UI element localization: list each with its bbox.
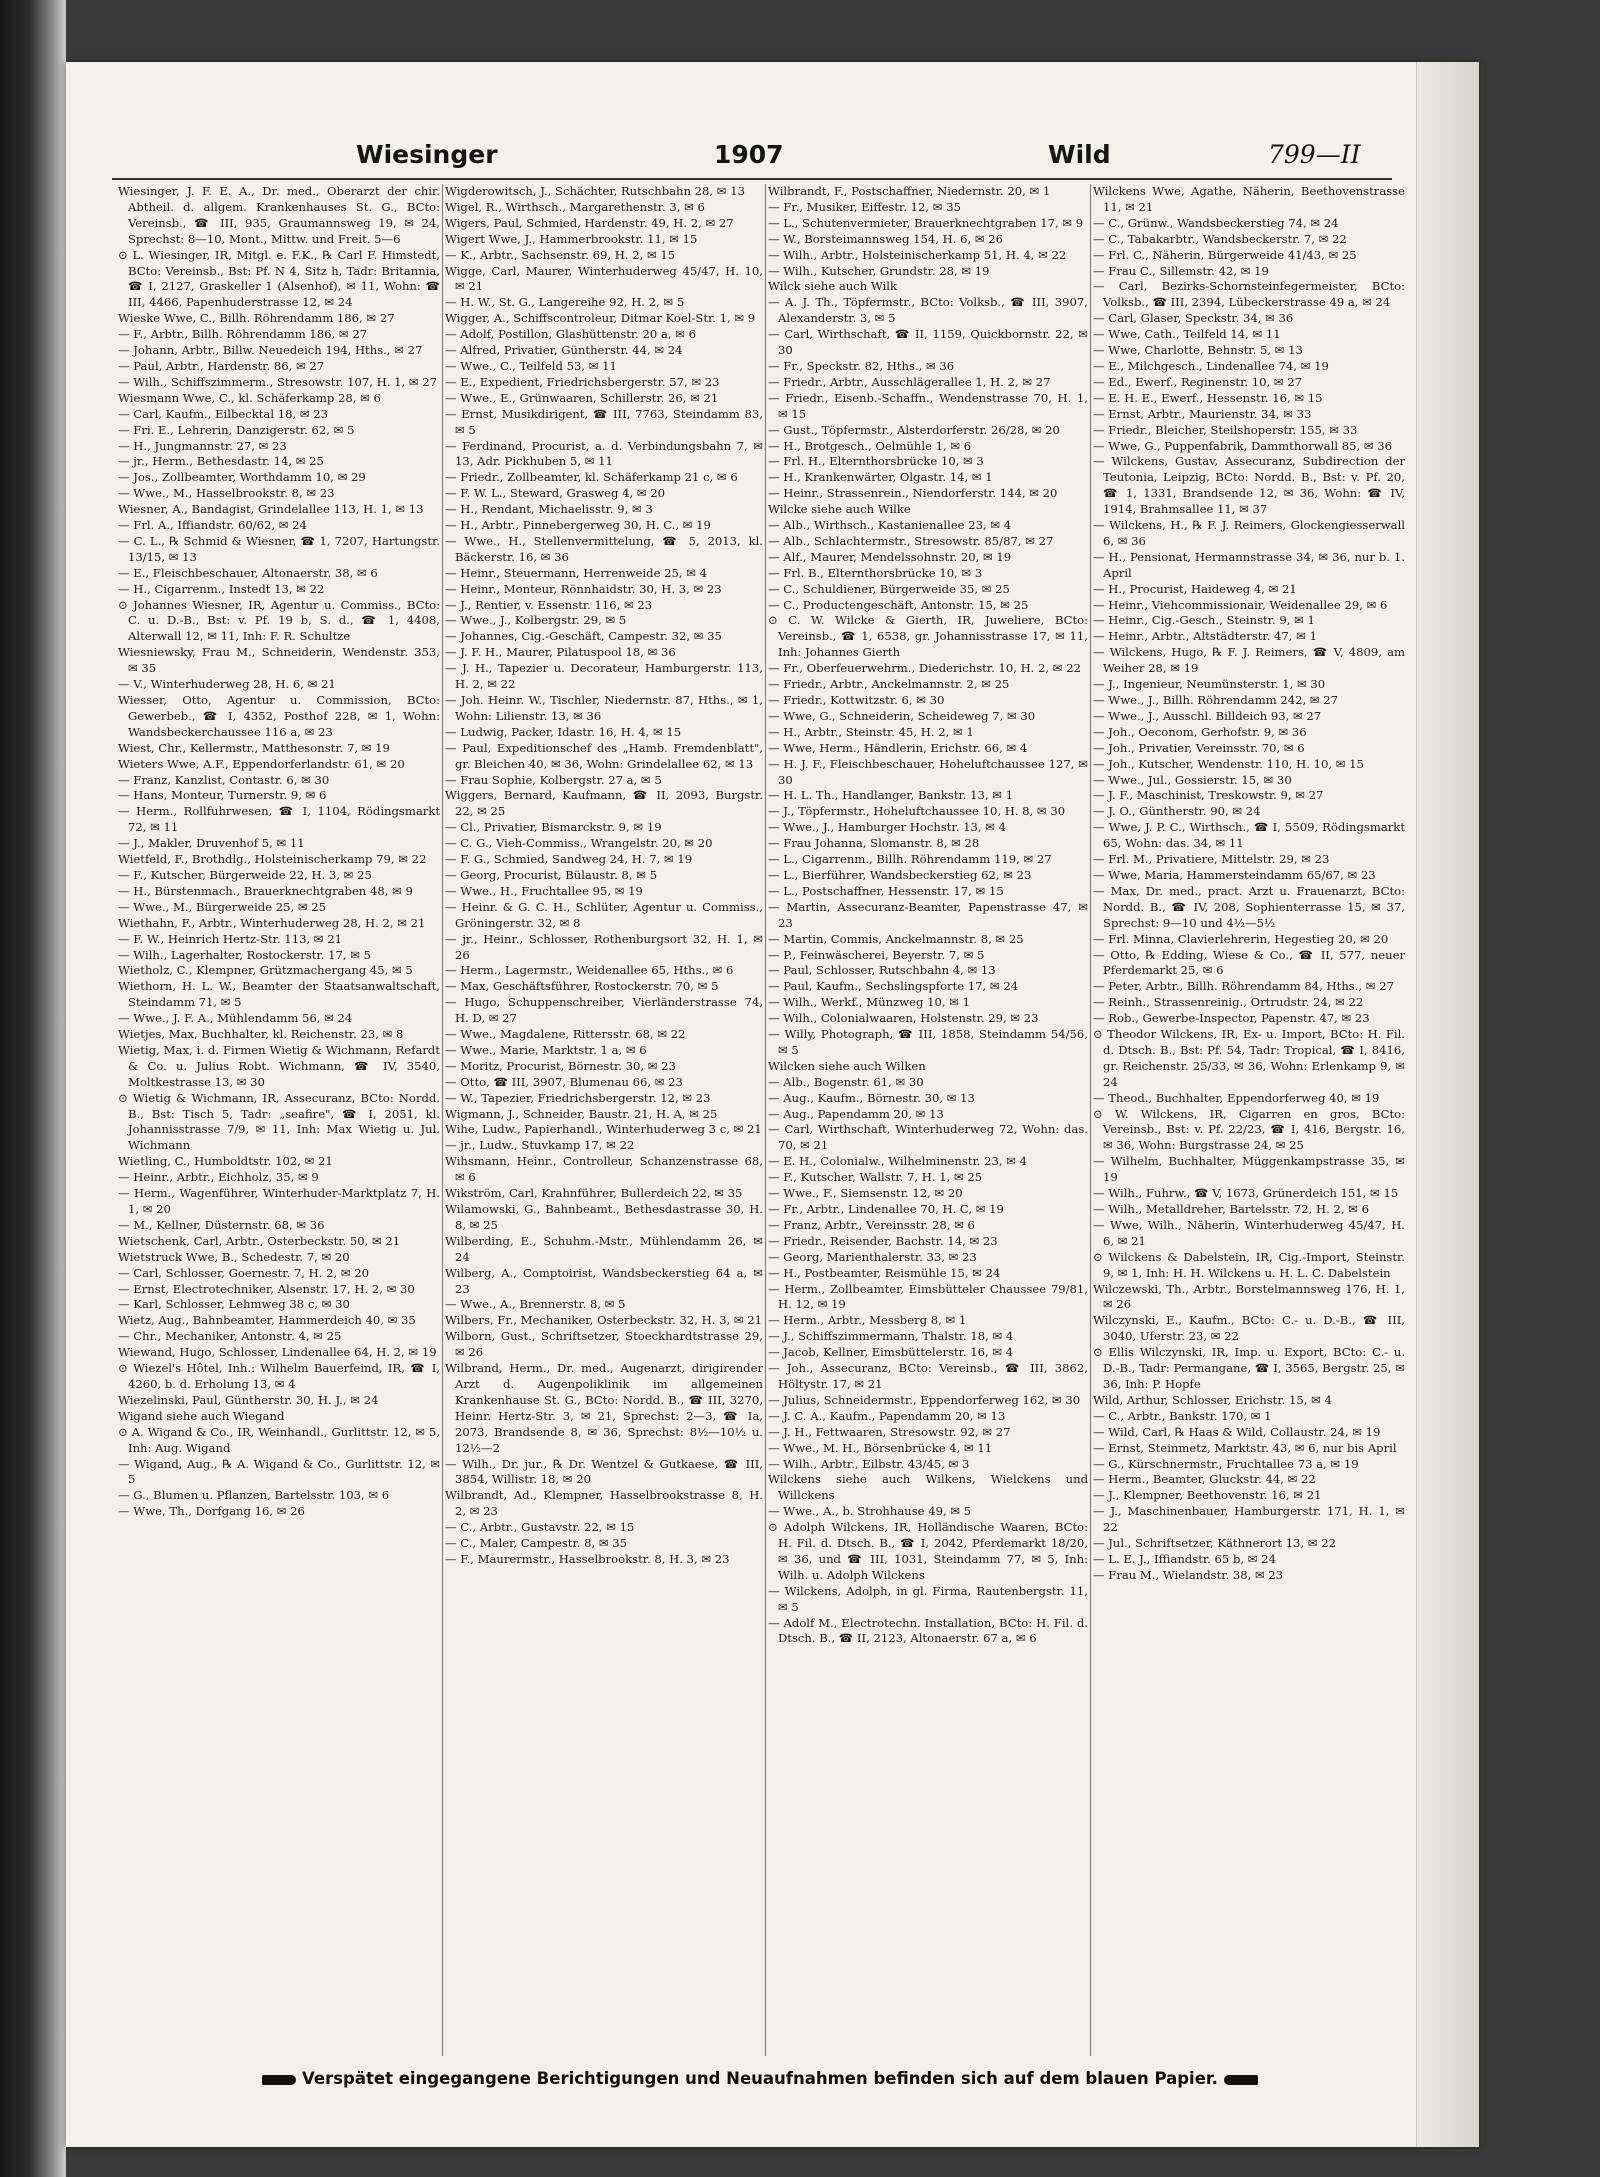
directory-entry: — Wwe., J., Hamburger Hochstr. 13, ✉ 4	[768, 820, 1006, 835]
directory-entry: Wiesmann Wwe, C., kl. Schäferkamp 28, ✉ 6	[118, 390, 381, 405]
directory-entry: — Wwe., H., Fruchtallee 95, ✉ 19	[445, 883, 643, 898]
directory-entry: — Chr., Mechaniker, Antonstr. 4, ✉ 25	[118, 1329, 342, 1344]
directory-entry: — Wwe., J., Ausschl. Billdeich 93, ✉ 27	[1093, 708, 1322, 723]
directory-entry: — H. J. F., Fleischbeschauer, Hoheluftchaussee 127, ✉ 30	[768, 756, 1088, 787]
directory-entry: — Frl. A., Iffiandstr. 60/62, ✉ 24	[118, 518, 307, 533]
directory-entry: — Herm., Arbtr., Messberg 8, ✉ 1	[768, 1313, 967, 1328]
directory-entry: Wietjes, Max, Buchhalter, kl. Reichenstr. 23, ✉ 8	[118, 1027, 404, 1042]
directory-entry: — Wigand, Aug., ℞ A. Wigand & Co., Gurlittstr. 12, ✉ 5	[118, 1456, 440, 1487]
directory-entry: — Wwe., J., Billh. Röhrendamm 242, ✉ 27	[1093, 693, 1339, 707]
directory-entry: — Carl, Wirthschaft, Winterhuderweg 72, Wohn: das. 70, ✉ 21	[768, 1122, 1088, 1153]
directory-column-4	[1093, 184, 1405, 2062]
directory-entry: — Johannes, Cig.-Geschäft, Campestr. 32, ✉ 35	[445, 629, 722, 644]
directory-entry: — L., Schutenvermieter, Brauerknechtgraben 17, ✉ 9	[768, 215, 1084, 230]
directory-entry: — L. E. J., Iffiandstr. 65 b, ✉ 24	[1093, 1551, 1276, 1566]
directory-entry: — Wwe., M. H., Börsenbrücke 4, ✉ 11	[768, 1440, 993, 1455]
directory-entry: — Wwe, J. P. C., Wirthsch., ☎ I, 5509, Rödingsmarkt 65, Wohn: das. 34, ✉ 11	[1093, 820, 1405, 851]
directory-entry: — Max, Geschäftsführer, Rostockerstr. 70, ✉ 5	[445, 979, 719, 994]
directory-entry: — Friedr., Zollbeamter, kl. Schäferkamp 21 c, ✉ 6	[445, 470, 738, 485]
directory-entry: — jr., Herm., Bethesdastr. 14, ✉ 25	[118, 454, 324, 469]
directory-entry: — H., Rendant, Michaelisstr. 9, ✉ 3	[445, 502, 653, 517]
directory-entry: — Hans, Monteur, Turnerstr. 9, ✉ 6	[118, 788, 327, 803]
directory-entry: Wietschenk, Carl, Arbtr., Osterbeckstr. 50, ✉ 21	[118, 1233, 401, 1248]
header-year: 1907	[714, 140, 784, 169]
pointing-hand-icon	[262, 2075, 296, 2085]
directory-entry: — Franz, Kanzlist, Contastr. 6, ✉ 30	[118, 772, 330, 787]
directory-entry: — Wilckens, H., ℞ F. J. Reimers, Glockengiesserwall 6, ✉ 36	[1093, 518, 1405, 548]
directory-entry: — Peter, Arbtr., Billh. Röhrendamm 84, Hths., ✉ 27	[1093, 979, 1394, 994]
directory-entry: — L., Bierführer, Wandsbeckerstieg 62, ✉ 23	[768, 867, 1032, 882]
directory-entry: — Fr., Arbtr., Lindenallee 70, H. C, ✉ 19	[768, 1202, 1004, 1216]
directory-entry: Wilamowski, G., Bahnbeamt., Bethesdastrasse 30, H. 8, ✉ 25	[445, 1202, 763, 1232]
directory-entry: — Jacob, Kellner, Eimsbüttelerstr. 16, ✉ 4	[768, 1345, 1014, 1360]
directory-entry: — Wilckens, Gustav, Assecuranz, Subdirection der Teutonia, Leipzig, BCto: Nordd. B., Bst: v. Pf. 20, ☎ 1, 1331, Brandsende 12, ✉ 36, Wohn: ☎ IV, 1914, Brahmsallee 11, ✉ 37	[1093, 454, 1405, 517]
directory-entry: — Frl. Minna, Clavierlehrerin, Hegestieg 20, ✉ 20	[1093, 931, 1389, 946]
directory-entry: Wietig, Max, i. d. Firmen Wietig & Wichmann, Refardt & Co. u. Julius Robt. Wichmann, ☎ IV, 3540, Moltkestrasse 13, ✉ 30	[118, 1042, 440, 1089]
directory-entry: — Jul., Schriftsetzer, Käthnerort 13, ✉ 22	[1093, 1536, 1337, 1551]
directory-entry: — Martin, Commis, Anckelmannstr. 8, ✉ 25	[768, 931, 1024, 946]
directory-entry: Wiewand, Hugo, Schlosser, Lindenallee 64, H. 2, ✉ 19	[118, 1345, 437, 1360]
directory-entry: Wilczynski, E., Kaufm., BCto: C.- u. D.-B., ☎ III, 3040, Uferstr. 23, ✉ 22	[1093, 1313, 1405, 1344]
directory-entry: — Heinr., Monteur, Rönnhaidstr. 30, H. 3, ✉ 23	[445, 581, 722, 596]
directory-entry: — F., Kutscher, Wallstr. 7, H. 1, ✉ 25	[768, 1170, 983, 1185]
directory-entry: — Wwe, Th., Dorfgang 16, ✉ 26	[118, 1504, 305, 1519]
directory-entry: — Ludwig, Packer, Idastr. 16, H. 4, ✉ 15	[445, 724, 682, 739]
directory-entry: Wilbrandt, F., Postschaffner, Niedernstr. 20, ✉ 1	[768, 184, 1051, 198]
directory-entry: — J. O., Güntherstr. 90, ✉ 24	[1093, 804, 1261, 819]
directory-entry: — Wwe, Wilh., Näherin, Winterhuderweg 45/47, H. 6, ✉ 21	[1093, 1217, 1405, 1248]
directory-entry: Wiesinger, J. F. E. A., Dr. med., Oberarzt der chir. Abtheil. d. allgem. Krankenhauses St. G., BCto: Vereinsb., ☎ III, 935, Graumannsweg 19, ✉ 24, Sprechst: 8—10, Mont., Mittw. und Freit. 5—6	[118, 184, 440, 246]
directory-entry: — Wilh., Dr. jur., ℞ Dr. Wentzel & Gutkaese, ☎ III, 3854, Willistr. 18, ✉ 20	[445, 1456, 763, 1487]
directory-entry: — Wwe., Magdalene, Rittersstr. 68, ✉ 22	[445, 1027, 686, 1042]
directory-entry: — Cl., Privatier, Bismarckstr. 9, ✉ 19	[445, 820, 662, 835]
directory-entry: — Wilh., Schiffszimmerm., Stresowstr. 107, H. 1, ✉ 27	[118, 374, 437, 389]
directory-entry: — Julius, Schneidermstr., Eppendorferweg 162, ✉ 30	[768, 1392, 1081, 1407]
directory-entry: — Wwe, Maria, Hammersteindamm 65/67, ✉ 23	[1093, 867, 1376, 882]
directory-entry: — Martin, Assecuranz-Beamter, Papenstrasse 47, ✉ 23	[768, 899, 1088, 930]
directory-entry: Wild, Arthur, Schlosser, Erichstr. 15, ✉ 4	[1093, 1392, 1332, 1407]
directory-entry: — Frau Sophie, Kolbergstr. 27 a, ✉ 5	[445, 772, 662, 787]
directory-entry: ⊙ Adolph Wilckens, IR, Holländische Waaren, BCto: H. Fil. d. Dtsch. B., ☎ I, 2042, Pferdemarkt 18/20, ✉ 36, und ☎ III, 1031, Steindamm 77, ✉ 5, Inh: Wilh. u. Adolph Wilckens	[768, 1520, 1088, 1582]
directory-entry: — L., Postschaffner, Hessenstr. 17, ✉ 15	[768, 883, 1004, 898]
directory-entry: — C. G., Vieh-Commiss., Wrangelstr. 20, ✉ 20	[445, 836, 713, 851]
directory-entry: — Heinr., Arbtr., Altstädterstr. 47, ✉ 1	[1093, 629, 1317, 644]
directory-column-3	[768, 184, 1088, 2062]
directory-entry: — J., Klempner, Beethovenstr. 16, ✉ 21	[1093, 1488, 1322, 1503]
directory-entry: Wilborn, Gust., Schriftsetzer, Stoeckhardtstrasse 29, ✉ 26	[445, 1329, 763, 1360]
directory-entry: — J., Rentier, v. Essenstr. 116, ✉ 23	[445, 597, 653, 612]
directory-entry: Wigand siehe auch Wiegand	[118, 1408, 285, 1423]
directory-entry: — Heinr., Arbtr., Eichholz, 35, ✉ 9	[118, 1170, 319, 1185]
directory-entry: — Max, Dr. med., pract. Arzt u. Frauenarzt, BCto: Nordd. B., ☎ IV, 208, Sophienterrasse 15, ✉ 37, Sprechst: 9—10 und 4½—5½	[1093, 883, 1405, 930]
directory-entry: — F., Kutscher, Bürgerweide 22, H. 3, ✉ 25	[118, 867, 372, 882]
directory-entry: — Aug., Papendamm 20, ✉ 13	[768, 1106, 944, 1121]
directory-entry: Wietholz, C., Klempner, Grützmachergang 45, ✉ 5	[118, 963, 413, 978]
directory-entry: — Moritz, Procurist, Börnestr. 30, ✉ 23	[445, 1058, 676, 1073]
directory-entry: — Reinh., Strassenreinig., Ortrudstr. 24, ✉ 22	[1093, 995, 1364, 1010]
directory-entry: — Wilh., Arbtr., Holsteinischerkamp 51, H. 4, ✉ 22	[768, 247, 1067, 262]
directory-column-2	[445, 184, 763, 2062]
directory-entry: — Fr., Speckstr. 82, Hths., ✉ 36	[768, 358, 955, 373]
directory-entry: — J. F., Maschinist, Treskowstr. 9, ✉ 27	[1093, 788, 1324, 803]
directory-entry: Wiethorn, H. L. W., Beamter der Staatsanwaltschaft, Steindamm 71, ✉ 5	[118, 979, 440, 1010]
directory-entry: — J., Schiffszimmermann, Thalstr. 18, ✉ 4	[768, 1329, 1014, 1344]
directory-entry: — Wilh., Colonialwaaren, Holstenstr. 29, ✉ 23	[768, 1011, 1039, 1026]
directory-entry: — Wwe., H., Stellenvermittelung, ☎ 5, 2013, kl. Bäckerstr. 16, ✉ 36	[445, 533, 763, 564]
directory-entry: Wiggers, Bernard, Kaufmann, ☎ II, 2093, Burgstr. 22, ✉ 25	[445, 788, 763, 819]
directory-entry: — Otto, ℞ Edding, Wiese & Co., ☎ II, 577, neuer Pferdemarkt 25, ✉ 6	[1093, 947, 1405, 978]
directory-entry: — C. L., ℞ Schmid & Wiesner, ☎ 1, 7207, Hartungstr. 13/15, ✉ 13	[118, 533, 440, 564]
directory-entry: — Herm., Rollfuhrwesen, ☎ I, 1104, Rödingsmarkt 72, ✉ 11	[118, 804, 440, 835]
directory-entry: — H., Cigarrenm., Instedt 13, ✉ 22	[118, 581, 325, 596]
directory-entry: Wilberding, E., Schuhm.-Mstr., Mühlendamm 26, ✉ 24	[445, 1233, 763, 1264]
directory-entry: — H., Postbeamter, Reismühle 15, ✉ 24	[768, 1265, 1001, 1280]
directory-entry: ⊙ Theodor Wilckens, IR, Ex- u. Import, BCto: H. Fil. d. Dtsch. B., Bst: Pf. 54, Tadr: Tropical, ☎ I, 8416, gr. Reichenstr. 25/33, ✉ 36, Wohn: Erlenkamp 9, ✉ 24	[1093, 1027, 1405, 1089]
directory-entry: Wilck siehe auch Wilk	[768, 279, 898, 294]
directory-entry: — Ernst, Steinmetz, Marktstr. 43, ✉ 6, nur bis April	[1093, 1440, 1397, 1455]
directory-entry: — Carl, Schlosser, Goernestr. 7, H. 2, ✉ 20	[118, 1265, 370, 1280]
directory-entry: — Wilh., Kutscher, Grundstr. 28, ✉ 19	[768, 263, 990, 278]
directory-entry: — C., Productengeschäft, Antonstr. 15, ✉ 25	[768, 597, 1029, 612]
directory-entry: Wigers, Paul, Schmied, Hardenstr. 49, H. 2, ✉ 27	[445, 215, 734, 230]
directory-entry: — H., Bürstenmach., Brauerknechtgraben 48, ✉ 9	[118, 883, 413, 898]
directory-entry: — F., Arbtr., Billh. Röhrendamm 186, ✉ 27	[118, 327, 368, 342]
directory-entry: — Wilh., Arbtr., Eilbstr. 43/45, ✉ 3	[768, 1456, 970, 1471]
directory-entry: — Friedr., Arbtr., Ausschlägerallee 1, H. 2, ✉ 27	[768, 374, 1051, 389]
directory-entry: — Wwe, Charlotte, Behnstr. 5, ✉ 13	[1093, 343, 1303, 358]
directory-entry: — Otto, ☎ III, 3907, Blumenau 66, ✉ 23	[445, 1074, 683, 1089]
directory-entry: — C., Arbtr., Bankstr. 170, ✉ 1	[1093, 1408, 1272, 1423]
directory-entry: — Wwe., C., Teilfeld 53, ✉ 11	[445, 358, 617, 373]
footer-notice	[160, 2069, 1360, 2095]
directory-entry: Wietling, C., Humboldtstr. 102, ✉ 21	[118, 1154, 333, 1169]
directory-entry: — L., Cigarrenm., Billh. Röhrendamm 119, ✉ 27	[768, 852, 1052, 867]
pointing-hand-icon	[1224, 2075, 1258, 2085]
directory-entry: Wigel, R., Wirthsch., Margarethenstr. 3, ✉ 6	[445, 199, 705, 214]
directory-entry: ⊙ Ellis Wilczynski, IR, Imp. u. Export, BCto: C.- u. D.-B., Tadr: Permangane, ☎ I, 3565, Bergstr. 25, ✉ 36, Inh: P. Hopfe	[1093, 1345, 1405, 1391]
directory-entry: — C., Schuldiener, Bürgerweide 35, ✉ 25	[768, 581, 1010, 596]
directory-entry: Wiesner, A., Bandagist, Grindelallee 113, H. 1, ✉ 13	[118, 502, 424, 517]
column-rule	[1090, 184, 1091, 2056]
directory-entry: — J., Töpfermstr., Hoheluftchaussee 10, H. 8, ✉ 30	[768, 804, 1066, 819]
directory-entry: Wilbers, Fr., Mechaniker, Osterbeckstr. 32, H. 3, ✉ 21	[445, 1313, 763, 1328]
directory-entry: — Wilckens, Adolph, in gl. Firma, Rautenbergstr. 11, ✉ 5	[768, 1583, 1088, 1614]
directory-entry: — Wwe., M., Hasselbrookstr. 8, ✉ 23	[118, 486, 335, 501]
directory-entry: — H., Krankenwärter, Olgastr. 14, ✉ 1	[768, 470, 993, 485]
directory-entry: — Frau C., Sillemstr. 42, ✉ 19	[1093, 263, 1269, 278]
directory-entry: ⊙ Wilckens & Dabelstein, IR, Cig.-Import, Steinstr. 9, ✉ 1, Inh: H. H. Wilckens u. H. L. C. Dabelstein	[1093, 1249, 1405, 1280]
directory-entry: — Adolf M., Electrotechn. Installation, BCto: H. Fil. d. Dtsch. B., ☎ II, 2123, Altonaerstr. 67 a, ✉ 6	[768, 1615, 1088, 1646]
directory-entry: — Alb., Wirthsch., Kastanienallee 23, ✉ 4	[768, 518, 1012, 533]
directory-entry: — Carl, Bezirks-Schornsteinfegermeister, BCto: Volksb., ☎ III, 2394, Lübeckerstrasse 49 a, ✉ 24	[1093, 279, 1405, 310]
directory-entry: — C., Grünw., Wandsbeckerstieg 74, ✉ 24	[1093, 215, 1339, 230]
directory-entry: — Wwe, G., Schneiderin, Scheideweg 7, ✉ 30	[768, 708, 1036, 723]
directory-entry: — J. H., Fettwaaren, Stresowstr. 92, ✉ 27	[768, 1424, 1011, 1439]
directory-entry: — Heinr., Steuermann, Herrenweide 25, ✉ 4	[445, 565, 708, 580]
directory-entry: — Wilh., Werkf., Münzweg 10, ✉ 1	[768, 995, 970, 1010]
directory-entry: — Ernst, Musikdirigent, ☎ III, 7763, Steindamm 83, ✉ 5	[445, 406, 763, 437]
directory-entry: — C., Arbtr., Gustavstr. 22, ✉ 15	[445, 1520, 635, 1535]
directory-entry: — Wwe., F., Siemsenstr. 12, ✉ 20	[768, 1186, 963, 1201]
directory-entry: — Wwe., A., b. Strohhause 49, ✉ 5	[768, 1504, 972, 1519]
directory-entry: Wilckens siehe auch Wilkens, Wielckens und Willckens	[768, 1472, 1088, 1503]
directory-entry: — H., Jungmannstr. 27, ✉ 23	[118, 438, 287, 453]
directory-entry: Wigderowitsch, J., Schächter, Rutschbahn 28, ✉ 13	[445, 184, 745, 198]
scan-left-edge	[0, 0, 66, 2177]
directory-entry: — Herm., Zollbeamter, Eimsbütteler Chaussee 79/81, H. 12, ✉ 19	[768, 1281, 1088, 1312]
directory-entry: Wieske Wwe, C., Billh. Röhrendamm 186, ✉ 27	[118, 311, 395, 326]
directory-entry: — Aug., Kaufm., Börnestr. 30, ✉ 13	[768, 1090, 975, 1105]
directory-entry: — Frl. M., Privatiere, Mittelstr. 29, ✉ 23	[1093, 852, 1330, 867]
directory-entry: — Wilhelm, Buchhalter, Müggenkampstrasse 35, ✉ 19	[1093, 1154, 1405, 1185]
directory-entry: — G., Blumen u. Pflanzen, Bartelsstr. 103, ✉ 6	[118, 1488, 390, 1503]
directory-entry: — H., Pensionat, Hermannstrasse 34, ✉ 36, nur b. 1. April	[1093, 549, 1405, 580]
directory-entry: — F. W., Heinrich Hertz-Str. 113, ✉ 21	[118, 931, 342, 946]
directory-entry: Wiethahn, F., Arbtr., Winterhuderweg 28, H. 2, ✉ 21	[118, 915, 426, 930]
directory-entry: — Willy, Photograph, ☎ III, 1858, Steindamm 54/56, ✉ 5	[768, 1027, 1088, 1057]
directory-entry: — Wwe., E., Grünwaaren, Schillerstr. 26, ✉ 21	[445, 390, 719, 405]
directory-entry: — Carl, Glaser, Speckstr. 34, ✉ 36	[1093, 311, 1294, 326]
directory-entry: — Fr., Musiker, Eiffestr. 12, ✉ 35	[768, 199, 961, 214]
directory-entry: — Paul, Kaufm., Sechslingspforte 17, ✉ 24	[768, 979, 1019, 994]
directory-entry: — Herm., Wagenführer, Winterhuder-Marktplatz 7, H. 1, ✉ 20	[118, 1186, 440, 1216]
directory-entry: — Friedr., Kottwitzstr. 6, ✉ 30	[768, 693, 945, 707]
directory-entry: — Frl. B., Elternthorsbrücke 10, ✉ 3	[768, 565, 983, 580]
directory-entry: — Ed., Ewerf., Reginenstr. 10, ✉ 27	[1093, 374, 1302, 389]
directory-entry: — C., Tabakarbtr., Wandsbeckerstr. 7, ✉ 22	[1093, 231, 1347, 246]
directory-entry: — J. H., Tapezier u. Decorateur, Hamburgerstr. 113, H. 2, ✉ 22	[445, 661, 763, 692]
directory-entry: — Paul, Schlosser, Rutschbahn 4, ✉ 13	[768, 963, 996, 978]
directory-entry: — Fr., Oberfeuerwehrm., Diederichstr. 10, H. 2, ✉ 22	[768, 661, 1081, 676]
directory-entry: — Wwe., J. F. A., Mühlendamm 56, ✉ 24	[118, 1011, 353, 1026]
directory-entry: — Friedr., Arbtr., Anckelmannstr. 2, ✉ 25	[768, 677, 1010, 692]
directory-entry: Wihe, Ludw., Papierhandl., Winterhuderweg 3 c, ✉ 21	[445, 1122, 762, 1137]
directory-entry: — Gust., Töpfermstr., Alsterdorferstr. 26/28, ✉ 20	[768, 422, 1060, 437]
directory-entry: — Wwe, Cath., Teilfeld 14, ✉ 11	[1093, 327, 1281, 342]
directory-entry: — Carl, Wirthschaft, ☎ II, 1159, Quickbornstr. 22, ✉ 30	[768, 327, 1088, 358]
directory-entry: — Alf., Maurer, Mendelssohnstr. 20, ✉ 19	[768, 549, 1012, 564]
directory-entry: Wigert Wwe, J., Hammerbrookstr. 11, ✉ 15	[445, 231, 698, 246]
directory-entry: — Ernst, Arbtr., Maurienstr. 34, ✉ 33	[1093, 406, 1312, 421]
directory-entry: — Ferdinand, Procurist, a. d. Verbindungsbahn 7, ✉ 13, Adr. Pickhuben 5, ✉ 11	[445, 438, 763, 469]
directory-entry: — Frl. C., Näherin, Bürgerweide 41/43, ✉ 25	[1093, 247, 1357, 262]
directory-entry: — J., Ingenieur, Neumünsterstr. 1, ✉ 30	[1093, 677, 1326, 692]
directory-entry: — H., Brotgesch., Oelmühle 1, ✉ 6	[768, 438, 972, 453]
directory-entry: Wilcke siehe auch Wilke	[768, 502, 911, 517]
directory-entry: — F. W. L., Steward, Grasweg 4, ✉ 20	[445, 486, 665, 501]
directory-entry: — Frl. H., Elternthorsbrücke 10, ✉ 3	[768, 454, 984, 469]
directory-entry: ⊙ Wiezel's Hôtel, Inh.: Wilhelm Bauerfeind, IR, ☎ I, 4260, b. d. Erholung 13, ✉ 4	[118, 1361, 440, 1391]
header-page-number: 799—II	[1268, 140, 1361, 169]
header-first-name: Wiesinger	[356, 140, 498, 169]
directory-entry: Wieters Wwe, A.F., Eppendorferlandstr. 61, ✉ 20	[118, 756, 405, 771]
directory-entry: — Friedr., Bleicher, Steilshoperstr. 155, ✉ 33	[1093, 422, 1358, 437]
directory-entry: Wilczewski, Th., Arbtr., Borstelmannsweg 176, H. 1, ✉ 26	[1093, 1281, 1405, 1312]
directory-entry: — H. W., St. G., Langereihe 92, H. 2, ✉ 5	[445, 295, 685, 310]
directory-entry: — E. H., Colonialw., Wilhelminenstr. 23, ✉ 4	[768, 1154, 1028, 1169]
directory-entry: — Wwe, G., Puppenfabrik, Dammthorwall 85, ✉ 36	[1093, 438, 1393, 453]
directory-entry: ⊙ Johannes Wiesner, IR, Agentur u. Commiss., BCto: C. u. D.-B., Bst: v. Pf. 19 b, S. d., ☎ 1, 4408, Alterwall 12, ✉ 11, Inh: F. R. Schultze	[118, 597, 440, 644]
directory-entry: — Heinr. & G. C. H., Schlüter, Agentur u. Commiss., Gröningerstr. 32, ✉ 8	[445, 899, 763, 930]
directory-entry: — Alfred, Privatier, Güntherstr. 44, ✉ 24	[445, 343, 683, 358]
directory-entry: — jr., Heinr., Schlosser, Rothenburgsort 32, H. 1, ✉ 26	[445, 931, 763, 962]
directory-entry: Wigger, A., Schiffscontroleur, Ditmar Koel-Str. 1, ✉ 9	[445, 311, 756, 326]
directory-entry: — M., Kellner, Düsternstr. 68, ✉ 36	[118, 1217, 325, 1232]
directory-entry: ⊙ Wietig & Wichmann, IR, Assecuranz, BCto: Nordd. B., Bst: Tisch 5, Tadr: „seafire", ☎ I, 2051, kl. Johannisstrasse 7/9, ✉ 11, Inh: Max Wietig u. Jul. Wichmann	[118, 1090, 440, 1153]
directory-entry: — W., Tapezier, Friedrichsbergerstr. 12, ✉ 23	[445, 1090, 711, 1105]
directory-entry: — Carl, Kaufm., Eilbecktal 18, ✉ 23	[118, 406, 328, 421]
directory-entry: — J. C. A., Kaufm., Papendamm 20, ✉ 13	[768, 1408, 1006, 1423]
directory-entry: — Hugo, Schuppenschreiber, Vierländerstrasse 74, H. D, ✉ 27	[445, 995, 763, 1026]
directory-entry: — Johann, Arbtr., Billw. Neuedeich 194, Hths., ✉ 27	[118, 343, 423, 358]
directory-entry: — J. F. H., Maurer, Pilatuspool 18, ✉ 36	[445, 645, 676, 660]
directory-entry: ⊙ W. Wilckens, IR, Cigarren en gros, BCto: Vereinsb., Bst: v. Pf. 22/23, ☎ I, 416, Bergstr. 16, ✉ 36, Wohn: Burgstrasse 24, ✉ 25	[1093, 1106, 1405, 1153]
footer-notice-text: Verspätet eingegangene Berichtigungen und Neuaufnahmen befinden sich auf dem blauen Papier.	[302, 2069, 1218, 2088]
directory-entry: Wiest, Chr., Kellermstr., Matthesonstr. 7, ✉ 19	[118, 740, 390, 755]
directory-entry: — Frau M., Wielandstr. 38, ✉ 23	[1093, 1567, 1284, 1582]
directory-entry: Wilbrandt, Ad., Klempner, Hasselbrookstrasse 8, H. 2, ✉ 23	[445, 1488, 763, 1519]
directory-entry: — K., Arbtr., Sachsenstr. 69, H. 2, ✉ 15	[445, 247, 676, 262]
directory-entry: — H., Arbtr., Steinstr. 45, H. 2, ✉ 1	[768, 724, 974, 739]
directory-entry: — Joh. Heinr. W., Tischler, Niedernstr. 87, Hths., ✉ 1, Wohn: Lilienstr. 13, ✉ 36	[445, 693, 763, 723]
directory-entry: Wiesniewsky, Frau M., Schneiderin, Wendenstr. 353, ✉ 35	[118, 645, 440, 676]
directory-entry: — Adolf, Postillon, Glashüttenstr. 20 a, ✉ 6	[445, 327, 697, 342]
directory-entry: — Friedr., Reisender, Bachstr. 14, ✉ 23	[768, 1233, 998, 1248]
directory-entry: — P., Feinwäscherei, Beyerstr. 7, ✉ 5	[768, 947, 985, 962]
directory-entry: Wihsmann, Heinr., Controlleur, Schanzenstrasse 68, ✉ 6	[445, 1154, 763, 1185]
directory-entry: Wietfeld, F., Brothdlg., Holsteinischerkamp 79, ✉ 22	[118, 852, 427, 867]
directory-entry: — H. L. Th., Handlanger, Bankstr. 13, ✉ 1	[768, 788, 1014, 803]
directory-entry: — W., Borsteimannsweg 154, H. 6, ✉ 26	[768, 231, 1004, 246]
directory-entry: — Wwe., A., Brennerstr. 8, ✉ 5	[445, 1297, 626, 1312]
directory-entry: — A. J. Th., Töpfermstr., BCto: Volksb., ☎ III, 3907, Alexanderstr. 3, ✉ 5	[768, 295, 1088, 326]
directory-entry: — J., Makler, Druvenhof 5, ✉ 11	[118, 836, 305, 851]
directory-entry: — Paul, Arbtr., Hardenstr. 86, ✉ 27	[118, 358, 325, 373]
directory-entry: Wigge, Carl, Maurer, Winterhuderweg 45/47, H. 10, ✉ 21	[445, 263, 763, 294]
directory-entry: ⊙ A. Wigand & Co., IR, Weinhandl., Gurlittstr. 12, ✉ 5, Inh: Aug. Wigand	[118, 1424, 440, 1455]
header-last-name: Wild	[1048, 140, 1111, 169]
directory-entry: — E., Milchgesch., Lindenallee 74, ✉ 19	[1093, 358, 1329, 373]
directory-entry: — E., Fleischbeschauer, Altonaerstr. 38, ✉ 6	[118, 565, 378, 580]
directory-entry: — E. H. E., Ewerf., Hessenstr. 16, ✉ 15	[1093, 390, 1323, 405]
running-header	[100, 140, 1400, 176]
directory-entry: Wilcken siehe auch Wilken	[768, 1058, 926, 1073]
directory-entry: — Wwe, Herm., Händlerin, Erichstr. 66, ✉ 4	[768, 740, 1028, 755]
directory-entry: ⊙ C. W. Wilcke & Gierth, IR, Juweliere, BCto: Vereinsb., ☎ 1, 6538, gr. Johannisstrasse 17, ✉ 11, Inh: Johannes Gierth	[768, 613, 1088, 660]
directory-entry: — V., Winterhuderweg 28, H. 6, ✉ 21	[118, 677, 336, 692]
directory-entry: Wiezelinski, Paul, Güntherstr. 30, H. J., ✉ 24	[118, 1392, 379, 1407]
directory-entry: Wietstruck Wwe, B., Schedestr. 7, ✉ 20	[118, 1249, 350, 1264]
directory-entry: — Joh., Assecuranz, BCto: Vereinsb., ☎ III, 3862, Höltystr. 17, ✉ 21	[768, 1361, 1088, 1391]
directory-entry: — Alb., Bogenstr. 61, ✉ 30	[768, 1074, 924, 1089]
directory-column-1	[118, 184, 440, 2062]
column-rule	[765, 184, 766, 2056]
directory-entry: — Theod., Buchhalter, Eppendorferweg 40, ✉ 19	[1093, 1090, 1380, 1105]
directory-entry: Wiesser, Otto, Agentur u. Commission, BCto: Gewerbeb., ☎ I, 4352, Posthof 228, ✉ 1, Wohn: Wandsbeckerchaussee 116 a, ✉ 23	[118, 693, 440, 739]
directory-entry: Wietz, Aug., Bahnbeamter, Hammerdeich 40, ✉ 35	[118, 1313, 416, 1328]
directory-entry: — Franz, Arbtr., Vereinsstr. 28, ✉ 6	[768, 1217, 975, 1232]
directory-entry: Wikström, Carl, Krahnführer, Bullerdeich 22, ✉ 35	[445, 1186, 743, 1201]
directory-entry: — F. G., Schmied, Sandweg 24, H. 7, ✉ 19	[445, 852, 693, 867]
directory-entry: — G., Kürschnermstr., Fruchtallee 73 a, ✉ 19	[1093, 1456, 1359, 1471]
directory-entry: — Alb., Schlachtermstr., Stresowstr. 85/87, ✉ 27	[768, 533, 1054, 548]
directory-entry: — Wilh., Metalldreher, Bartelsstr. 72, H. 2, ✉ 6	[1093, 1202, 1369, 1216]
directory-entry: — J., Maschinenbauer, Hamburgerstr. 171, H. 1, ✉ 22	[1093, 1504, 1405, 1535]
directory-entry: — Wwe., Jul., Gossierstr. 15, ✉ 30	[1093, 772, 1292, 787]
column-rule	[442, 184, 443, 2056]
directory-entry: — Heinr., Strassenrein., Niendorferstr. 144, ✉ 20	[768, 486, 1058, 501]
directory-entry: — Frau Johanna, Slomanstr. 8, ✉ 28	[768, 836, 980, 851]
directory-entry: — Wild, Carl, ℞ Haas & Wild, Collaustr. 24, ✉ 19	[1093, 1424, 1381, 1439]
page-right-fold	[1416, 62, 1479, 2147]
directory-entry: — Heinr., Viehcommissionair, Weidenallee 29, ✉ 6	[1093, 597, 1388, 612]
directory-entry: — H., Arbtr., Pinnebergerweg 30, H. C., ✉ 19	[445, 518, 711, 533]
directory-entry: — Herm., Lagermstr., Weidenallee 65, Hths., ✉ 6	[445, 963, 734, 978]
directory-entry: — Fri. E., Lehrerin, Danzigerstr. 62, ✉ 5	[118, 422, 355, 437]
directory-entry: — H., Procurist, Haideweg 4, ✉ 21	[1093, 581, 1297, 596]
directory-entry: — Paul, Expeditionschef des „Hamb. Fremdenblatt", gr. Bleichen 40, ✉ 36, Wohn: Grindelallee 62, ✉ 13	[445, 740, 763, 771]
directory-entry: — Karl, Schlosser, Lehmweg 38 c, ✉ 30	[118, 1297, 350, 1312]
directory-entry: — Wilckens, Hugo, ℞ F. J. Reimers, ☎ V, 4809, am Weiher 28, ✉ 19	[1093, 645, 1405, 676]
directory-entry: — Ernst, Electrotechniker, Alsenstr. 17, H. 2, ✉ 30	[118, 1281, 415, 1296]
directory-entry: — jr., Ludw., Stuvkamp 17, ✉ 22	[445, 1138, 635, 1153]
directory-entry: — F., Maurermstr., Hasselbrookstr. 8, H. 3, ✉ 23	[445, 1551, 730, 1566]
directory-entry: Wigmann, J., Schneider, Baustr. 21, H. A, ✉ 25	[445, 1106, 718, 1121]
directory-entry: — Wilh., Fuhrw., ☎ V, 1673, Grünerdeich 151, ✉ 15	[1093, 1186, 1399, 1201]
directory-entry: — Wwe., J., Kolbergstr. 29, ✉ 5	[445, 613, 627, 628]
directory-entry: Wilbrand, Herm., Dr. med., Augenarzt, dirigirender Arzt d. Augenpoliklinik im allgemeinen Krankenhause St. G., BCto: Nordd. B., ☎ III, 3270, Heinr. Hertz-Str. 3, ✉ 21, Sprechst: 2—3, ☎ Ia, 2073, Brandsende 8, ✉ 36, Sprechst: 8½—10½ u. 12½—2	[445, 1361, 763, 1455]
directory-entry: — Rob., Gewerbe-Inspector, Papenstr. 47, ✉ 23	[1093, 1011, 1370, 1026]
directory-entry: — Heinr., Cig.-Gesch., Steinstr. 9, ✉ 1	[1093, 613, 1315, 628]
directory-entry: — Wwe., Marie, Marktstr. 1 a, ✉ 6	[445, 1042, 647, 1057]
directory-entry: — E., Expedient, Friedrichsbergerstr. 57, ✉ 23	[445, 374, 720, 389]
directory-entry: — Joh., Oeconom, Gerhofstr. 9, ✉ 36	[1093, 724, 1307, 739]
directory-entry: — Joh., Kutscher, Wendenstr. 110, H. 10, ✉ 15	[1093, 756, 1364, 771]
directory-entry: ⊙ L. Wiesinger, IR, Mitgl. e. F.K., ℞ Carl F. Himstedt, BCto: Vereinsb., Bst: Pf. N 4, Sitz h, Tadr: Britannia, ☎ I, 2127, Graskeller 1 (Alsenhof), ✉ 11, Wohn: ☎ III, 4466, Papenhuderstrasse 12, ✉ 24	[118, 247, 440, 310]
directory-entry: — Joh., Privatier, Vereinsstr. 70, ✉ 6	[1093, 740, 1305, 755]
directory-entry: — Georg, Procurist, Bülaustr. 8, ✉ 5	[445, 867, 658, 882]
directory-entry: — C., Maler, Campestr. 8, ✉ 35	[445, 1536, 627, 1551]
directory-entry: — Georg, Marienthalerstr. 33, ✉ 23	[768, 1249, 977, 1264]
directory-entry: — Wilh., Lagerhalter, Rostockerstr. 17, ✉ 5	[118, 947, 371, 962]
header-rule	[112, 178, 1392, 180]
directory-entry: — Herm., Beamter, Gluckstr. 44, ✉ 22	[1093, 1472, 1316, 1487]
directory-entry: — Friedr., Eisenb.-Schaffn., Wendenstrasse 70, H. 1, ✉ 15	[768, 390, 1088, 421]
directory-entry: Wilckens Wwe, Agathe, Näherin, Beethovenstrasse 11, ✉ 21	[1093, 184, 1405, 214]
directory-entry: — Wwe., M., Bürgerweide 25, ✉ 25	[118, 899, 327, 914]
directory-entry: Wilberg, A., Comptoirist, Wandsbeckerstieg 64 a, ✉ 23	[445, 1265, 763, 1296]
directory-entry: — Jos., Zollbeamter, Worthdamm 10, ✉ 29	[118, 470, 366, 485]
